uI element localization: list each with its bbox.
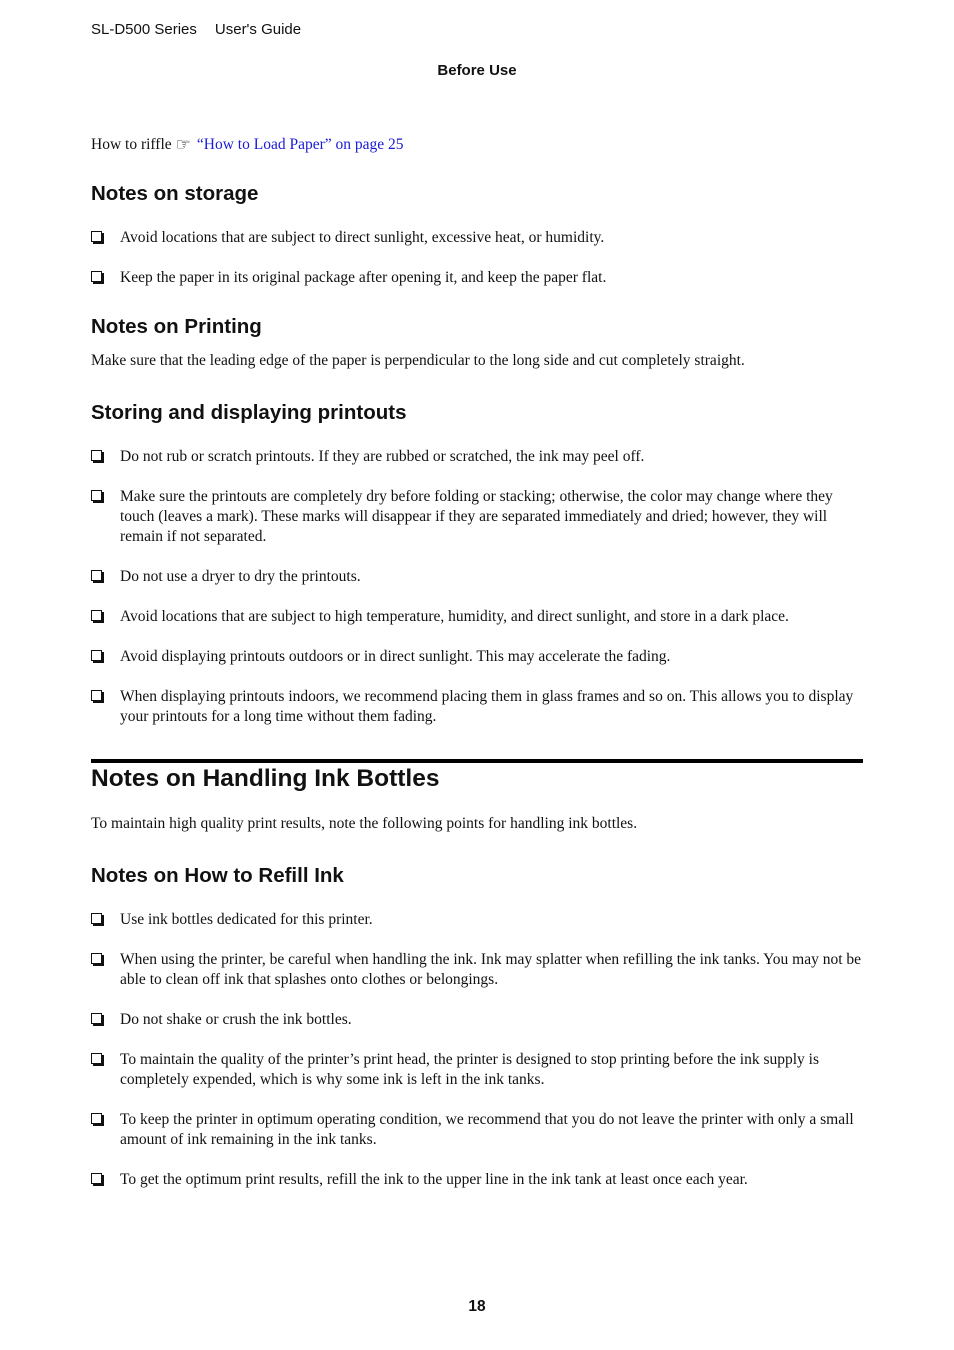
guide-name: User's Guide xyxy=(214,21,302,38)
printing-text: Make sure that the leading edge of the paper is perpendicular to the long side and cut completely straight. xyxy=(91,352,745,369)
list-item: When using the printer, be careful when handling the ink. Ink may splatter when refilling the ink tanks. You may not be able to clean off ink that splashes onto clothes or belongings. xyxy=(91,950,863,990)
refill-list xyxy=(91,910,863,1190)
storage-list xyxy=(91,228,863,288)
list-item: When displaying printouts indoors, we recommend placing them in glass frames and so on. This allows you to display your printouts for a long time without them fading. xyxy=(91,687,863,727)
checkbox-bullet-icon xyxy=(91,650,102,661)
printouts-list xyxy=(91,447,863,727)
list-item: Keep the paper in its original package after opening it, and keep the paper flat. xyxy=(91,268,863,288)
page-number: 18 xyxy=(468,1298,486,1315)
product-name: SL-D500 Series xyxy=(91,21,197,38)
howto-line xyxy=(91,135,863,155)
checkbox-bullet-icon xyxy=(91,1013,102,1024)
list-item: To get the optimum print results, refill the ink to the upper line in the ink tank at least once each year. xyxy=(91,1170,863,1190)
checkbox-bullet-icon xyxy=(91,953,102,964)
list-item: Avoid locations that are subject to high temperature, humidity, and direct sunlight, and store in a dark place. xyxy=(91,607,863,627)
checkbox-bullet-icon xyxy=(91,610,102,621)
list-item: To maintain the quality of the printer’s print head, the printer is designed to stop printing before the ink supply is completely expended, which is why some ink is left in the ink tanks. xyxy=(91,1050,863,1090)
pointing-hand-icon: ☞ xyxy=(175,135,191,154)
ink-bottles-text: To maintain high quality print results, note the following points for handling ink bottles. xyxy=(91,815,638,832)
list-item: Avoid displaying printouts outdoors or in direct sunlight. This may accelerate the fading. xyxy=(91,647,863,667)
load-paper-link[interactable]: “How to Load Paper” on page 25 xyxy=(196,136,404,153)
section-heading-refill: Notes on How to Refill Ink xyxy=(91,864,344,887)
page-content xyxy=(91,135,863,1216)
running-header xyxy=(91,21,301,38)
list-item: To keep the printer in optimum operating condition, we recommend that you do not leave the printer with only a small amount of ink remaining in the ink tanks. xyxy=(91,1110,863,1150)
section-heading-printouts: Storing and displaying printouts xyxy=(91,401,407,424)
checkbox-bullet-icon xyxy=(91,1173,102,1184)
howto-prefix: How to riffle xyxy=(91,136,172,153)
list-item: Do not use a dryer to dry the printouts. xyxy=(91,567,863,587)
section-heading-storage: Notes on storage xyxy=(91,182,259,205)
checkbox-bullet-icon xyxy=(91,450,102,461)
checkbox-bullet-icon xyxy=(91,913,102,924)
checkbox-bullet-icon xyxy=(91,1113,102,1124)
list-item: Use ink bottles dedicated for this printer. xyxy=(91,910,863,930)
list-item: Do not shake or crush the ink bottles. xyxy=(91,1010,863,1030)
section-heading-ink-bottles: Notes on Handling Ink Bottles xyxy=(91,759,863,794)
section-heading-printing: Notes on Printing xyxy=(91,315,262,338)
chapter-title: Before Use xyxy=(437,62,517,79)
checkbox-bullet-icon xyxy=(91,231,102,242)
checkbox-bullet-icon xyxy=(91,490,102,501)
checkbox-bullet-icon xyxy=(91,271,102,282)
checkbox-bullet-icon xyxy=(91,1053,102,1064)
list-item: Avoid locations that are subject to direct sunlight, excessive heat, or humidity. xyxy=(91,228,863,248)
checkbox-bullet-icon xyxy=(91,570,102,581)
list-item: Do not rub or scratch printouts. If they are rubbed or scratched, the ink may peel off. xyxy=(91,447,863,467)
list-item: Make sure the printouts are completely dry before folding or stacking; otherwise, the color may change where they touch (leaves a mark). These marks will disappear if they are separated immediately and dried; however, they will remain if not separated. xyxy=(91,487,863,547)
checkbox-bullet-icon xyxy=(91,690,102,701)
